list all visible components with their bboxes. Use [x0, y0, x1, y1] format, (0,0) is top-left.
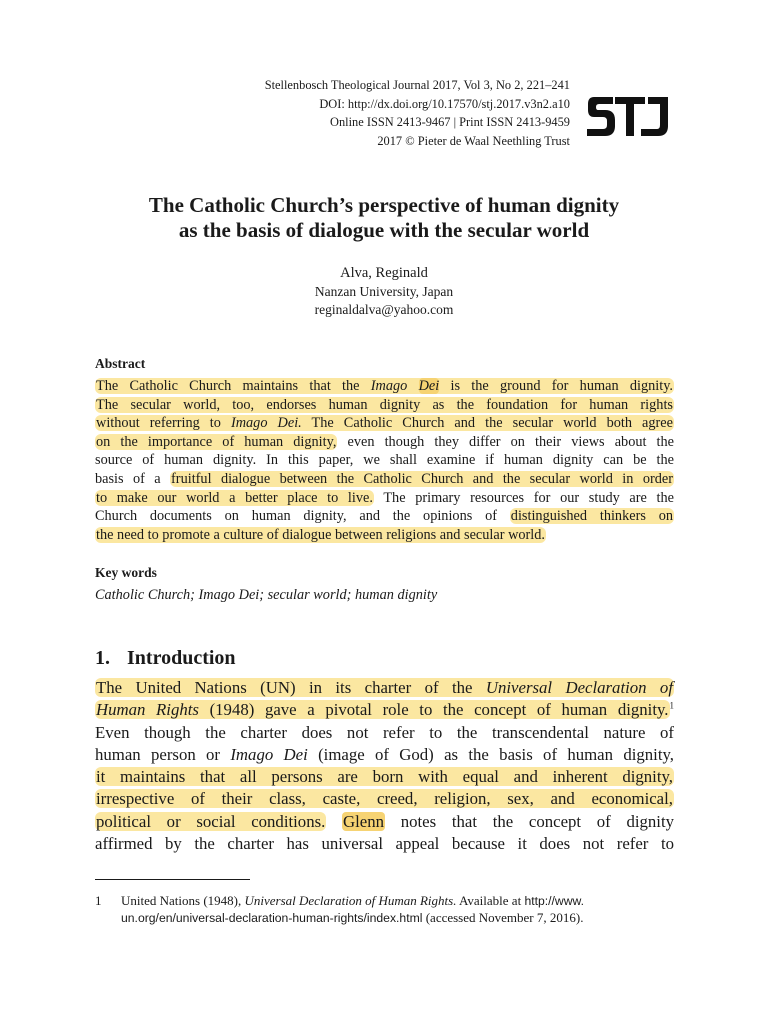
journal-metadata: [265, 76, 570, 150]
body-line: affirmed by the charter has universal appeal because it does not refer to: [95, 834, 674, 854]
highlight[interactable]: [95, 415, 674, 431]
highlight[interactable]: irrespective of their class, caste, creed, religion, sex, and economical,: [96, 789, 673, 809]
highlight[interactable]: political or social conditions.: [96, 811, 326, 831]
text-span: Church documents on human dignity, and the opinions of: [95, 508, 510, 525]
abstract-line: [95, 396, 674, 415]
text-span: [407, 378, 418, 394]
article-title: [0, 193, 768, 243]
issn-line: Online ISSN 2413-9467 | Print ISSN 2413-9459: [330, 115, 570, 130]
footnote-body: [121, 893, 675, 926]
author-email[interactable]: reginaldalva@yahoo.com: [314, 302, 454, 317]
body-line: [95, 788, 674, 810]
text-span: even though they differ on their views about the: [337, 433, 675, 450]
text-span: The primary resources for our study are the: [373, 489, 674, 506]
keywords-text: Catholic Church; Imago Dei; secular world; human dignity: [95, 587, 438, 603]
journal-citation: Stellenbosch Theological Journal 2017, Vol 3, No 2, 221–241: [264, 78, 570, 92]
footnote-line: [121, 910, 675, 927]
italic-term: Imago Dei: [230, 744, 308, 764]
abstract-line: [95, 507, 674, 526]
body-line: [95, 766, 674, 788]
abstract-heading: Abstract: [95, 356, 146, 371]
text-span: United Nations (1948),: [121, 893, 245, 908]
section-title: Introduction: [127, 647, 236, 669]
highlight[interactable]: the need to promote a culture of dialogue between religions and secular world.: [96, 526, 546, 543]
highlight[interactable]: distinguished thinkers on: [510, 508, 673, 525]
abstract-line: [95, 526, 674, 545]
highlight[interactable]: [95, 678, 674, 697]
text-span: [326, 812, 342, 831]
footnote-number: 1: [95, 893, 102, 908]
copyright-line: 2017 © Pieter de Waal Neethling Trust: [377, 133, 570, 148]
italic-term: Imago: [370, 378, 408, 394]
text-span: Available at: [456, 893, 525, 908]
footnote-ref[interactable]: 1: [669, 700, 674, 711]
text-span: The United Nations (UN) in its charter of the: [96, 678, 486, 697]
body-line: [95, 699, 674, 721]
text-span: without referring to: [96, 415, 231, 432]
abstract-line: [95, 377, 674, 396]
highlight[interactable]: it maintains that all persons are born with equal and inherent dignity,: [96, 767, 673, 787]
italic-term: Universal Declaration of Human Rights.: [244, 893, 457, 908]
footnote-link[interactable]: http://www.: [524, 894, 585, 908]
text-span: human person or: [95, 744, 231, 764]
doi-line[interactable]: DOI: http://dx.doi.org/10.17570/stj.2017.v3n2.a10: [319, 96, 570, 111]
highlight[interactable]: [95, 700, 670, 719]
highlight[interactable]: to make our world a better place to live.: [96, 489, 373, 506]
italic-term: Imago Dei.: [230, 415, 302, 432]
body-paragraph: [95, 677, 674, 855]
footnote-rule: [95, 879, 250, 880]
abstract-text: [95, 377, 674, 544]
text-span: basis of a: [95, 470, 171, 487]
section-heading: [95, 647, 236, 670]
italic-term: Dei: [418, 378, 440, 394]
title-line-2: as the basis of dialogue with the secular world: [178, 218, 590, 242]
abstract-line: source of human dignity. In this paper, we shall examine if human dignity can be the: [95, 452, 674, 469]
text-span: The Catholic Church and the secular world both agree: [301, 415, 673, 432]
text-span: (image of God) as the basis of human dignity,: [307, 744, 674, 764]
highlight[interactable]: [95, 378, 674, 394]
body-line: [95, 811, 674, 833]
abstract-line: [95, 470, 674, 489]
text-span: notes that the concept of dignity: [385, 811, 674, 831]
body-line: [95, 677, 674, 699]
highlight[interactable]: on the importance of human dignity,: [96, 433, 337, 450]
highlight[interactable]: fruitful dialogue between the Catholic Church and the secular world in order: [171, 470, 673, 487]
keywords-heading: Key words: [95, 565, 157, 580]
body-line: Even though the charter does not refer to the transcendental nature of: [95, 722, 674, 742]
highlight[interactable]: The secular world, too, endorses human dignity as the foundation for human rights: [96, 396, 673, 413]
abstract-line: [95, 433, 674, 452]
footnote-line: [121, 893, 675, 910]
abstract-line: [95, 489, 674, 508]
text-span: (accessed November 7, 2016).: [422, 909, 584, 925]
section-number: 1.: [95, 647, 110, 669]
author-name: Alva, Reginald: [340, 265, 428, 281]
text-span: is the ground for human dignity.: [439, 378, 673, 394]
footnote-link[interactable]: un.org/en/universal-declaration-human-rights/index.html: [121, 910, 423, 925]
italic-term: Human Rights: [96, 700, 199, 720]
body-line: [95, 744, 674, 766]
text-span: The Catholic Church maintains that the: [96, 378, 371, 394]
highlight-strong[interactable]: Glenn: [343, 811, 385, 831]
author-affiliation: Nanzan University, Japan: [314, 284, 454, 299]
title-line-1: The Catholic Church’s perspective of human dignity: [148, 193, 620, 217]
text-span: (1948) gave a pivotal role to the concept of human dignity.: [198, 700, 669, 720]
journal-logo: [585, 88, 670, 144]
footnote: [95, 893, 675, 926]
abstract-line: [95, 414, 674, 433]
italic-term: Universal Declaration of: [485, 678, 673, 697]
